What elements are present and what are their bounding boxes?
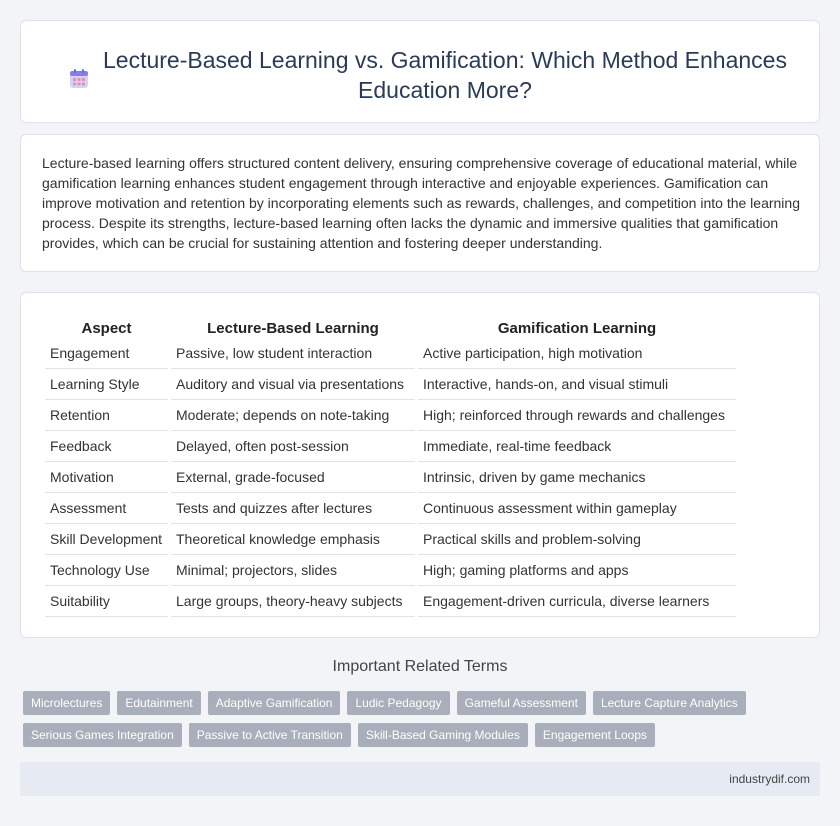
table-cell: Skill Development [45, 524, 168, 555]
tag-microlectures[interactable]: Microlectures [23, 691, 110, 715]
table-row [45, 493, 736, 524]
table-cell: Practical skills and problem-solving [418, 524, 736, 555]
table-row [45, 586, 736, 617]
table-cell: Auditory and visual via presentations [171, 369, 415, 400]
table-row [45, 524, 736, 555]
table-cell: Immediate, real-time feedback [418, 431, 736, 462]
table-cell: Moderate; depends on note-taking [171, 400, 415, 431]
comparison-table [42, 314, 739, 617]
table-cell: Feedback [45, 431, 168, 462]
table-cell: High; gaming platforms and apps [418, 555, 736, 586]
related-terms-title: Important Related Terms [332, 658, 508, 675]
table-row [45, 555, 736, 586]
tag-serious-games-integration[interactable]: Serious Games Integration [23, 723, 182, 747]
tag-passive-to-active-transition[interactable]: Passive to Active Transition [189, 723, 351, 747]
table-row [45, 400, 736, 431]
header-lecture: Lecture-Based Learning [207, 319, 379, 337]
tag-gameful-assessment[interactable]: Gameful Assessment [457, 691, 586, 715]
table-cell: Active participation, high motivation [418, 338, 736, 369]
footer-site-link[interactable]: industrydif.com [729, 772, 810, 786]
table-cell: Tests and quizzes after lectures [171, 493, 415, 524]
table-cell: High; reinforced through rewards and challenges [418, 400, 736, 431]
tag-adaptive-gamification[interactable]: Adaptive Gamification [208, 691, 341, 715]
table-row [45, 462, 736, 493]
table-cell: Large groups, theory-heavy subjects [171, 586, 415, 617]
tag-lecture-capture-analytics[interactable]: Lecture Capture Analytics [593, 691, 746, 715]
table-cell: Delayed, often post-session [171, 431, 415, 462]
table-cell: Engagement [45, 338, 168, 369]
intro-paragraph: Lecture-based learning offers structured content delivery, ensuring comprehensive coverage of educational material, while gamification learning enhances student engagement through interactive and enjoyable experiences. Gamification can improve motivation and retention by incorporating elements such as rewards, challenges, and competition into the learning process. Despite its strengths, lecture-based learning often lacks the dynamic and immersive qualities that gamification provides, which can be crucial for sustaining attention and fostering deeper understanding. [42, 155, 800, 251]
table-cell: Technology Use [45, 555, 168, 586]
table-cell: Retention [45, 400, 168, 431]
tag-ludic-pedagogy[interactable]: Ludic Pedagogy [347, 691, 449, 715]
table-cell: Motivation [45, 462, 168, 493]
footer [20, 762, 820, 796]
table-row [45, 369, 736, 400]
intro-card [20, 134, 820, 272]
table-cell: Suitability [45, 586, 168, 617]
table-cell: Learning Style [45, 369, 168, 400]
table-cell: Passive, low student interaction [171, 338, 415, 369]
table-cell: Engagement-driven curricula, diverse learners [418, 586, 736, 617]
page-title: Lecture-Based Learning vs. Gamification: Which Method Enhances Education More? [103, 47, 787, 103]
table-row [45, 338, 736, 369]
table-row [45, 431, 736, 462]
table-cell: Theoretical knowledge emphasis [171, 524, 415, 555]
tag-edutainment[interactable]: Edutainment [117, 691, 200, 715]
table-header-row [45, 314, 736, 338]
calendar-icon [68, 68, 90, 90]
table-cell: Assessment [45, 493, 168, 524]
tag-engagement-loops[interactable]: Engagement Loops [535, 723, 655, 747]
header-aspect: Aspect [81, 319, 132, 337]
table-cell: Minimal; projectors, slides [171, 555, 415, 586]
table-cell: Interactive, hands-on, and visual stimuli [418, 369, 736, 400]
table-cell: Continuous assessment within gameplay [418, 493, 736, 524]
title-card [20, 20, 820, 123]
header-gamification: Gamification Learning [497, 319, 657, 337]
table-cell: Intrinsic, driven by game mechanics [418, 462, 736, 493]
table-cell: External, grade-focused [171, 462, 415, 493]
related-terms-list [23, 691, 783, 747]
comparison-card [20, 292, 820, 638]
tag-skill-based-gaming-modules[interactable]: Skill-Based Gaming Modules [358, 723, 528, 747]
